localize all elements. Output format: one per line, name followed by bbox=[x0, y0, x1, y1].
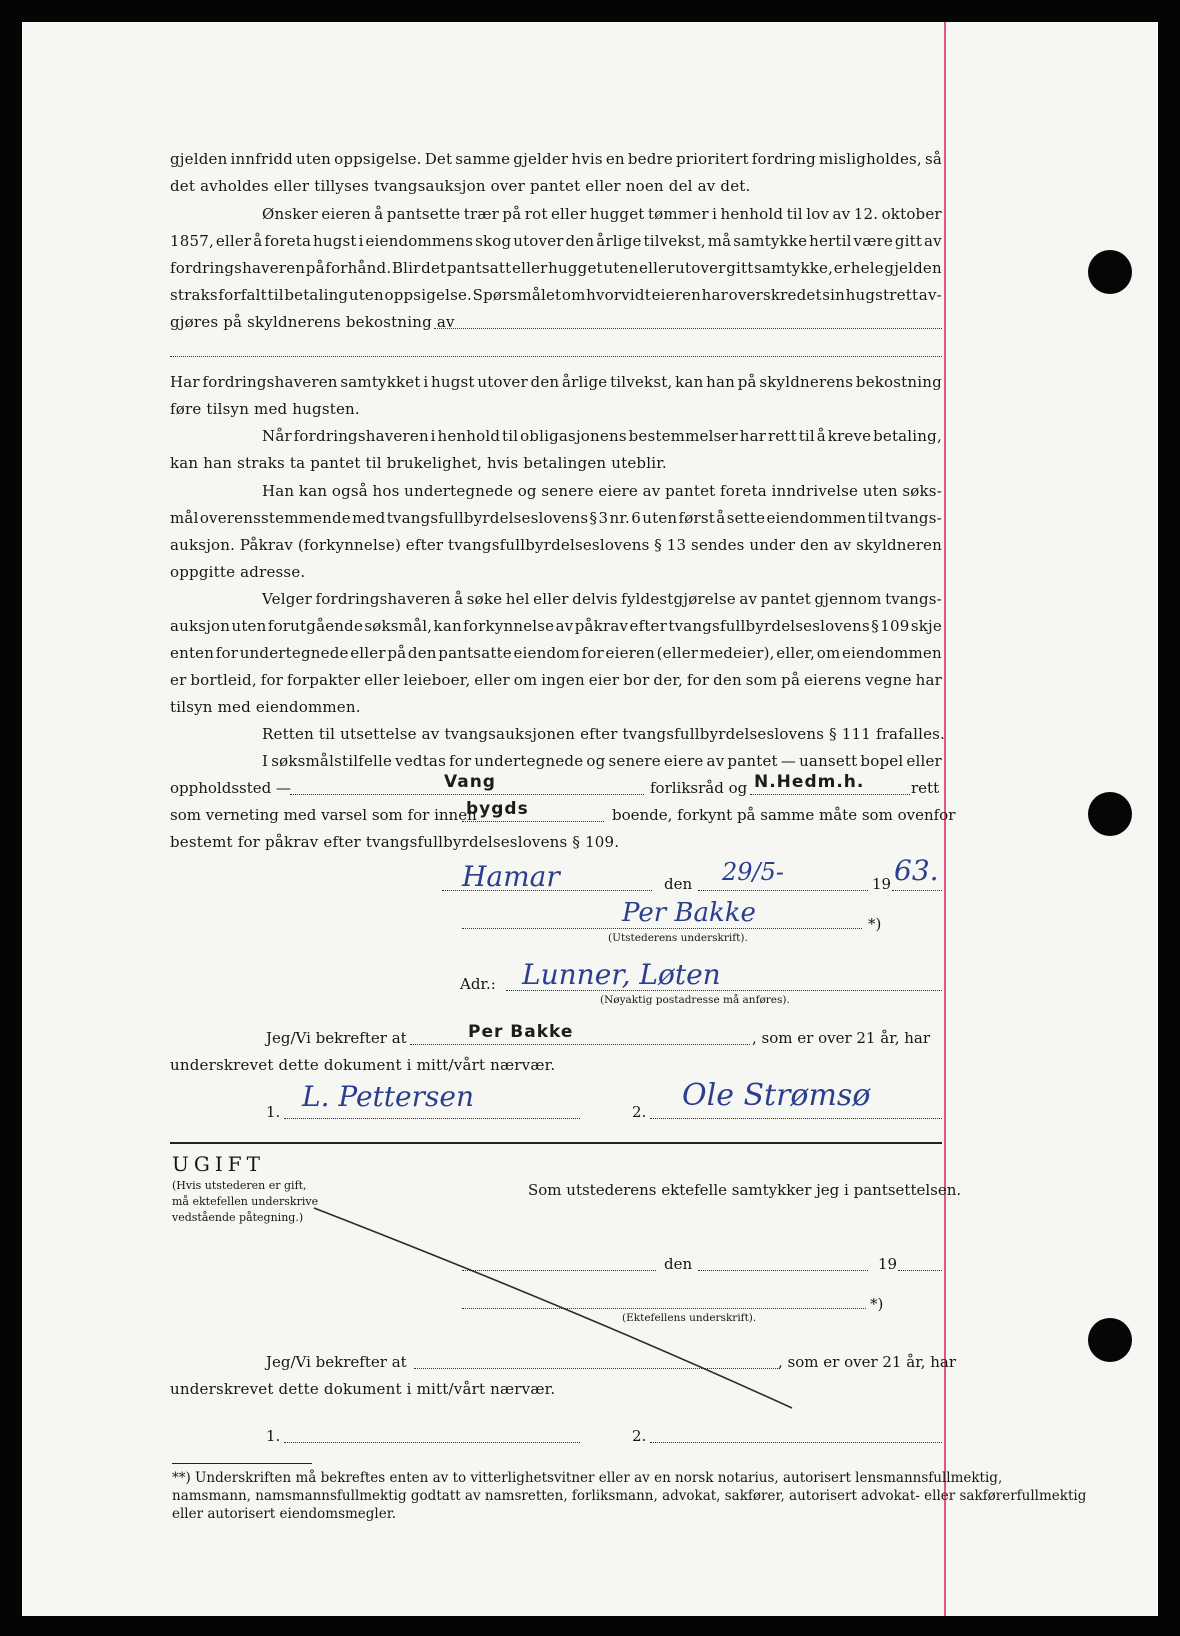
word: av bbox=[924, 232, 942, 250]
footnote-line: eller autorisert eiendomsmegler. bbox=[172, 1506, 397, 1522]
word: om bbox=[513, 671, 538, 689]
word: i bbox=[430, 427, 436, 445]
word: kan bbox=[298, 482, 328, 500]
word: enten bbox=[170, 644, 215, 662]
word: I bbox=[262, 752, 269, 770]
word: med bbox=[352, 509, 386, 527]
word: eiere bbox=[663, 752, 704, 770]
word: for bbox=[581, 644, 604, 662]
den-label: den bbox=[664, 1255, 693, 1273]
year-prefix: 19 bbox=[872, 875, 892, 893]
word: den bbox=[407, 644, 437, 662]
word: hugstrett bbox=[845, 286, 919, 304]
word: er bbox=[833, 259, 851, 277]
word: foreta bbox=[720, 482, 767, 500]
word: rett bbox=[767, 427, 797, 445]
word: på bbox=[387, 644, 407, 662]
word: uansett bbox=[799, 752, 858, 770]
word: fordring bbox=[751, 150, 816, 168]
word: pantsatte bbox=[438, 644, 512, 662]
word: 109 bbox=[880, 617, 910, 635]
word: av- bbox=[918, 286, 942, 304]
word: overensstemmende bbox=[199, 509, 351, 527]
year-prefix: 19 bbox=[878, 1255, 898, 1273]
word: på bbox=[502, 205, 522, 223]
word: i bbox=[358, 232, 364, 250]
word: å bbox=[716, 509, 726, 527]
word: under bbox=[749, 536, 796, 554]
word: pantet bbox=[760, 590, 811, 608]
word: prioritert bbox=[676, 150, 749, 168]
word: eiere bbox=[598, 482, 638, 500]
word: Spørsmålet bbox=[472, 286, 562, 304]
word: den bbox=[713, 671, 742, 689]
word: er bbox=[170, 671, 187, 689]
text-line: rett bbox=[911, 779, 940, 797]
word: Ønsker bbox=[262, 205, 318, 223]
word: henhold bbox=[437, 427, 501, 445]
word: til bbox=[267, 286, 284, 304]
word: den bbox=[565, 232, 595, 250]
word: utover bbox=[477, 373, 528, 391]
confirm-label: Jeg/Vi bekrefter at bbox=[266, 1353, 407, 1371]
word: rot bbox=[524, 205, 548, 223]
word: bortleid, bbox=[190, 671, 257, 689]
word: pantsette bbox=[386, 205, 461, 223]
address-label: Adr.: bbox=[460, 975, 496, 993]
word: på bbox=[781, 671, 801, 689]
note-line: (Hvis utstederen er gift, bbox=[172, 1179, 307, 1192]
word: Det bbox=[424, 150, 453, 168]
word: uten bbox=[642, 509, 678, 527]
word: betaling, bbox=[873, 427, 942, 445]
word: gitt bbox=[894, 232, 923, 250]
word: fordringshaveren bbox=[293, 427, 429, 445]
word: tvangs- bbox=[885, 509, 942, 527]
word: hel bbox=[505, 590, 530, 608]
word: hugget bbox=[589, 205, 645, 223]
text-line: bestemt for påkrav efter tvangsfullbyrdelseslovens § 109. bbox=[170, 833, 620, 851]
word: den bbox=[800, 536, 829, 554]
word: av bbox=[555, 617, 574, 635]
word: § bbox=[871, 617, 879, 635]
word: årlige bbox=[596, 232, 642, 250]
word: til bbox=[786, 205, 803, 223]
word: vegne bbox=[865, 671, 912, 689]
word: søksmål, bbox=[364, 617, 433, 635]
footnote-line: namsmann, namsmannsfullmektig godtatt av namsretten, forliksmann, advokat, sakfører, autorisert advokat- eller sakførerfullmektig bbox=[172, 1488, 1087, 1504]
address-caption: (Nøyaktig postadresse må anføres). bbox=[600, 994, 790, 1006]
word: uten bbox=[348, 286, 384, 304]
word: forpakter bbox=[286, 671, 361, 689]
word: undertegnede bbox=[404, 482, 514, 500]
word: så bbox=[924, 150, 942, 168]
word: eiendommens bbox=[365, 232, 474, 250]
word: til bbox=[502, 427, 519, 445]
word: og bbox=[586, 752, 606, 770]
word: uten bbox=[296, 150, 332, 168]
word: kan bbox=[675, 373, 704, 391]
word: (forkynnelse) bbox=[297, 536, 402, 554]
word: om bbox=[816, 644, 841, 662]
word: en bbox=[605, 150, 625, 168]
word: eller bbox=[512, 259, 548, 277]
word: bopel bbox=[860, 752, 904, 770]
word: sin bbox=[822, 286, 846, 304]
word: må bbox=[707, 232, 732, 250]
confirm-end: , som er over 21 år, har bbox=[778, 1353, 957, 1371]
word: tilvekst, bbox=[610, 373, 673, 391]
word: gjelder bbox=[513, 150, 569, 168]
word: sendes bbox=[690, 536, 745, 554]
word: hertil bbox=[809, 232, 852, 250]
den-label: den bbox=[664, 875, 693, 893]
word: også bbox=[331, 482, 368, 500]
word: tømmer bbox=[647, 205, 709, 223]
stamp-bygds: bygds bbox=[466, 799, 529, 819]
document-page bbox=[22, 22, 1158, 1616]
word: å bbox=[253, 232, 263, 250]
word: av bbox=[642, 482, 661, 500]
word: for bbox=[449, 752, 472, 770]
text-line: føre tilsyn med hugsten. bbox=[170, 400, 360, 418]
word: tvangsfullbyrdelseslovens bbox=[448, 536, 650, 554]
consent-text: Som utstederens ektefelle samtykker jeg i pantsettelsen. bbox=[528, 1181, 962, 1199]
word: uten bbox=[862, 482, 898, 500]
word: hvorvidt bbox=[586, 286, 651, 304]
word: å bbox=[374, 205, 384, 223]
word: § bbox=[654, 536, 662, 554]
word: eller, bbox=[776, 644, 816, 662]
text-line: kan han straks ta pantet til brukelighet, hvis betalingen uteblir. bbox=[170, 454, 667, 472]
text-line: oppholdssted — bbox=[170, 779, 291, 797]
footnote-line: **) Underskriften må bekreftes enten av to vitterlighetsvitner eller av en norsk notarius, autorisert lensmannsfullmektig, bbox=[172, 1470, 1003, 1486]
word: av bbox=[739, 590, 758, 608]
word: av bbox=[706, 752, 725, 770]
word: årlige bbox=[561, 373, 608, 391]
word: 13 bbox=[666, 536, 687, 554]
word: forfalt bbox=[218, 286, 267, 304]
issuer-caption: (Utstederens underskrift). bbox=[608, 932, 748, 944]
text-line: underskrevet dette dokument i mitt/vårt nærvær. bbox=[170, 1056, 556, 1074]
word: eiendommen bbox=[766, 509, 867, 527]
word: trær bbox=[463, 205, 500, 223]
text-line: som verneting med varsel som for innen bbox=[170, 806, 477, 824]
word: hugst bbox=[313, 232, 357, 250]
word: misligholdes, bbox=[818, 150, 922, 168]
word: § bbox=[589, 509, 598, 527]
signature-mark: *) bbox=[870, 1295, 884, 1313]
stamp-ugift: UGIFT bbox=[172, 1152, 265, 1176]
word: undertegnede bbox=[239, 644, 349, 662]
handwritten-signature: Per Bakke bbox=[622, 898, 756, 928]
word: eller bbox=[215, 232, 252, 250]
word: hvis bbox=[571, 150, 603, 168]
word: fordringshaveren bbox=[170, 259, 306, 277]
word: foreta bbox=[264, 232, 312, 250]
word: tvangsfullbyrdelseslovens bbox=[386, 509, 589, 527]
word: medeier), bbox=[699, 644, 775, 662]
word: overskredet bbox=[728, 286, 822, 304]
word: på bbox=[305, 259, 325, 277]
word: betaling bbox=[284, 286, 349, 304]
word: den bbox=[530, 373, 560, 391]
word: eller bbox=[550, 205, 587, 223]
word: sette bbox=[726, 509, 766, 527]
word: samtykke bbox=[733, 232, 808, 250]
cross-out-line bbox=[22, 22, 1158, 1616]
word: å bbox=[816, 427, 826, 445]
word: pantet bbox=[665, 482, 716, 500]
word: skog bbox=[475, 232, 512, 250]
word: (eller bbox=[656, 644, 699, 662]
word: oktober bbox=[881, 205, 942, 223]
text-line: gjøres på skyldnerens bekostning av bbox=[170, 313, 455, 331]
word: efter bbox=[629, 617, 668, 635]
confirm-label: Jeg/Vi bekrefter at bbox=[266, 1029, 407, 1047]
word: gjelden bbox=[170, 150, 228, 168]
word: bedre bbox=[627, 150, 673, 168]
word: eieren bbox=[321, 205, 371, 223]
word: forkynnelse bbox=[463, 617, 555, 635]
word: tilvekst, bbox=[643, 232, 706, 250]
word: først bbox=[678, 509, 716, 527]
word: til bbox=[798, 427, 815, 445]
word: henhold bbox=[720, 205, 784, 223]
note-line: vedstående påtegning.) bbox=[172, 1211, 304, 1224]
word: bekostning bbox=[855, 373, 942, 391]
word: kan bbox=[433, 617, 462, 635]
word: bestemmelser bbox=[628, 427, 738, 445]
word: inndrivelse bbox=[771, 482, 859, 500]
word: i bbox=[423, 373, 429, 391]
word: eieren bbox=[605, 644, 655, 662]
word: Når bbox=[262, 427, 292, 445]
word: gitt bbox=[726, 259, 754, 277]
word: 12. bbox=[853, 205, 879, 223]
word: — bbox=[780, 752, 797, 770]
word: eiendom bbox=[513, 644, 580, 662]
word: av bbox=[832, 205, 851, 223]
word: for bbox=[686, 671, 710, 689]
word: for bbox=[260, 671, 284, 689]
word: samtykket bbox=[340, 373, 421, 391]
word: Har bbox=[170, 373, 200, 391]
word: som bbox=[745, 671, 778, 689]
word: eiendommen bbox=[841, 644, 942, 662]
word: pantet bbox=[727, 752, 778, 770]
word: uten bbox=[231, 617, 267, 635]
word: Blir bbox=[391, 259, 421, 277]
word: forutgående bbox=[267, 617, 364, 635]
word: eller bbox=[906, 752, 942, 770]
word: eieren bbox=[651, 286, 702, 304]
footnote-rule bbox=[172, 1463, 312, 1464]
word: søksmålstilfelle bbox=[271, 752, 393, 770]
word: nr. bbox=[609, 509, 631, 527]
word: auksjon. bbox=[170, 536, 236, 554]
word: vedtas bbox=[395, 752, 446, 770]
word: Han bbox=[262, 482, 295, 500]
word: skyldnerens bbox=[759, 373, 854, 391]
word: har bbox=[701, 286, 728, 304]
text-line: det avholdes eller tillyses tvangsauksjon over pantet eller noen del av det. bbox=[170, 177, 751, 195]
word: tvangsfullbyrdelseslovens bbox=[668, 617, 870, 635]
word: forhånd. bbox=[325, 259, 392, 277]
word: søks- bbox=[902, 482, 942, 500]
word: 6 bbox=[631, 509, 642, 527]
handwritten-address: Lunner, Løten bbox=[522, 958, 721, 991]
word: utover bbox=[513, 232, 564, 250]
word: på bbox=[737, 373, 757, 391]
word: delvis bbox=[572, 590, 618, 608]
witness2-signature: Ole Strømsø bbox=[682, 1078, 871, 1113]
word: det bbox=[421, 259, 447, 277]
confirm-end: , som er over 21 år, har bbox=[752, 1029, 931, 1047]
word: senere bbox=[608, 752, 661, 770]
word: bor bbox=[623, 671, 650, 689]
text-line: Retten til utsettelse av tvangsauksjonen efter tvangsfullbyrdelseslovens § 111 frafalles. bbox=[262, 725, 946, 743]
witness1-number: 1. bbox=[266, 1103, 281, 1121]
word: eller bbox=[474, 671, 510, 689]
word: obligasjonens bbox=[520, 427, 627, 445]
witness1-number: 1. bbox=[266, 1427, 281, 1445]
word: skyldneren bbox=[856, 536, 942, 554]
word: gjelden bbox=[884, 259, 942, 277]
word: 3 bbox=[598, 509, 609, 527]
word: leieboer, bbox=[403, 671, 471, 689]
stamp-court-district: N.Hedm.h. bbox=[754, 772, 865, 792]
word: uten bbox=[603, 259, 639, 277]
word: eller bbox=[364, 671, 400, 689]
word: eller bbox=[533, 590, 569, 608]
word: undertegnede bbox=[474, 752, 584, 770]
word: efter bbox=[405, 536, 444, 554]
word: lov bbox=[806, 205, 830, 223]
word: har bbox=[915, 671, 942, 689]
witness1-signature: L. Pettersen bbox=[302, 1080, 474, 1113]
word: auksjon bbox=[170, 617, 231, 635]
word: utover bbox=[675, 259, 726, 277]
word: hele bbox=[850, 259, 884, 277]
spouse-caption: (Ektefellens underskrift). bbox=[622, 1312, 757, 1324]
text-line: boende, forkynt på samme måte som ovenfor bbox=[612, 806, 956, 824]
word: i bbox=[712, 205, 718, 223]
word: hugst bbox=[431, 373, 475, 391]
word: fyldestgjørelse bbox=[621, 590, 736, 608]
word: hos bbox=[372, 482, 400, 500]
word: eierens bbox=[803, 671, 862, 689]
word: å bbox=[454, 590, 464, 608]
stamp-per-bakke: Per Bakke bbox=[468, 1022, 574, 1042]
text-line: forliksråd og bbox=[650, 779, 748, 797]
word: 1857, bbox=[170, 232, 214, 250]
stamp-vang: Vang bbox=[444, 772, 496, 792]
note-line: må ektefellen underskrive bbox=[172, 1195, 319, 1208]
handwritten-place: Hamar bbox=[462, 860, 560, 893]
signature-mark: *) bbox=[868, 915, 882, 933]
word: tvangs- bbox=[885, 590, 942, 608]
word: pantsatt bbox=[446, 259, 512, 277]
word: han bbox=[706, 373, 736, 391]
word: eller bbox=[639, 259, 675, 277]
witness2-number: 2. bbox=[632, 1427, 647, 1445]
word: ingen bbox=[541, 671, 585, 689]
handwritten-date: 29/5- bbox=[722, 858, 785, 886]
word: være bbox=[853, 232, 893, 250]
word: der, bbox=[653, 671, 683, 689]
word: samtykke, bbox=[754, 259, 834, 277]
word: til bbox=[867, 509, 884, 527]
word: straks bbox=[170, 286, 218, 304]
word: fordringshaveren bbox=[202, 373, 338, 391]
text-line: oppgitte adresse. bbox=[170, 563, 306, 581]
word: har bbox=[739, 427, 767, 445]
word: mål bbox=[170, 509, 199, 527]
word: oppsigelse. bbox=[384, 286, 473, 304]
word: innfridd bbox=[230, 150, 293, 168]
word: fordringshaveren bbox=[315, 590, 451, 608]
word: senere bbox=[541, 482, 594, 500]
word: søke bbox=[466, 590, 503, 608]
word: Velger bbox=[262, 590, 312, 608]
word: eller bbox=[350, 644, 386, 662]
handwritten-year: 63. bbox=[894, 854, 939, 887]
word: av bbox=[833, 536, 852, 554]
text-line: tilsyn med eiendommen. bbox=[170, 698, 361, 716]
word: om bbox=[561, 286, 586, 304]
word: samme bbox=[455, 150, 511, 168]
word: gjennom bbox=[814, 590, 882, 608]
text-line: underskrevet dette dokument i mitt/vårt nærvær. bbox=[170, 1380, 556, 1398]
word: Påkrav bbox=[239, 536, 294, 554]
word: skje bbox=[910, 617, 942, 635]
word: kreve bbox=[827, 427, 872, 445]
word: for bbox=[215, 644, 239, 662]
witness2-number: 2. bbox=[632, 1103, 647, 1121]
word: hugget bbox=[548, 259, 603, 277]
word: påkrav bbox=[574, 617, 629, 635]
word: oppsigelse. bbox=[334, 150, 422, 168]
word: eier bbox=[588, 671, 620, 689]
word: og bbox=[517, 482, 537, 500]
